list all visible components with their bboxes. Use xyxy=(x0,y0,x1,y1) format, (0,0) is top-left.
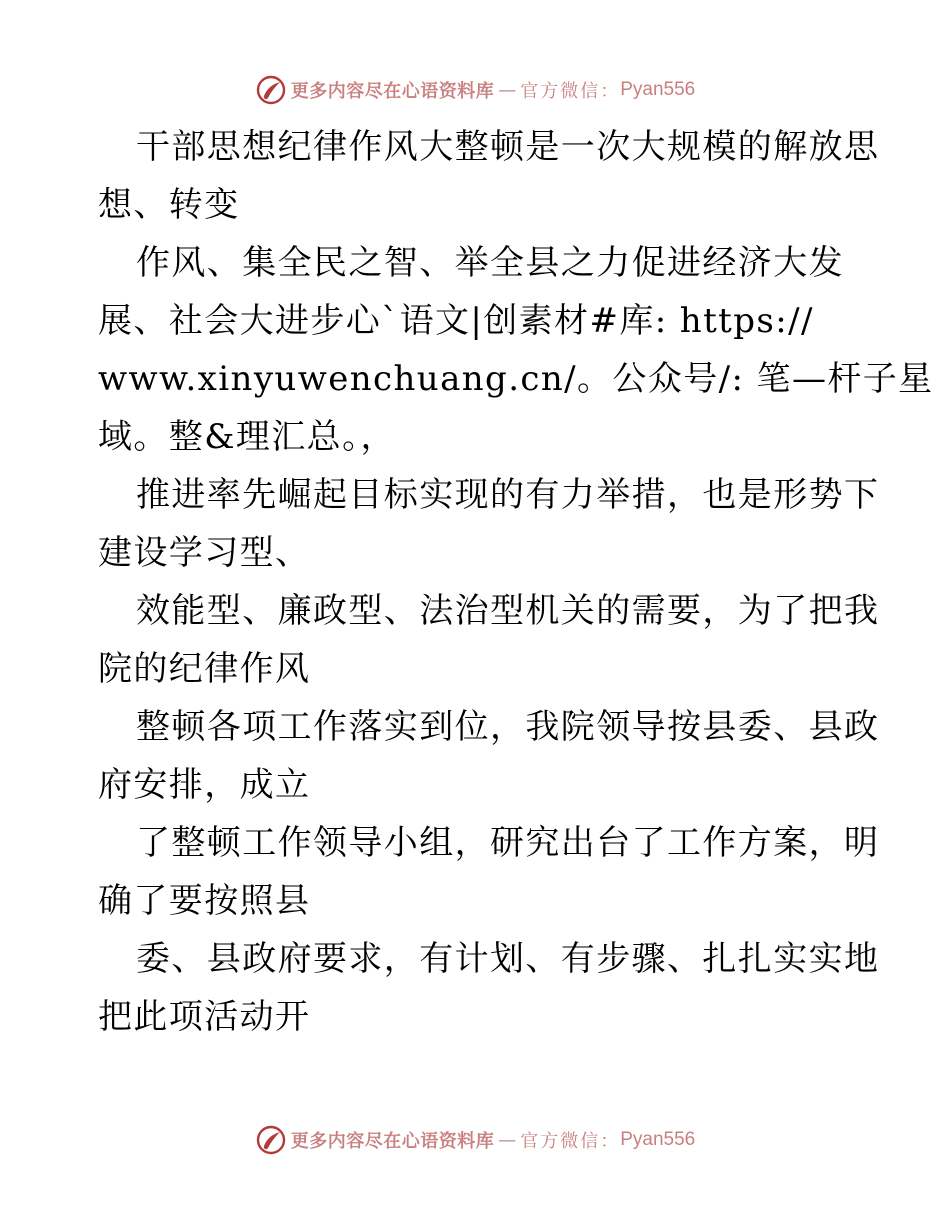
text-line: 干部思想纪律作风大整顿是一次大规模的解放思 xyxy=(136,127,880,167)
brand-logo-icon xyxy=(255,74,287,106)
header-promo-text: 更多内容尽在心语资料库 xyxy=(290,81,495,102)
text-line: 了整顿工作领导小组，研究出台了工作方案，明 xyxy=(136,823,880,863)
footer-wechat-id: Pyan556 xyxy=(620,1129,696,1150)
footer-banner xyxy=(0,1120,950,1160)
text-line: 建设学习型、 xyxy=(98,533,311,573)
text-line: 院的纪律作风 xyxy=(98,649,311,689)
header-wechat-id: Pyan556 xyxy=(620,79,696,100)
text-line: 域。整&理汇总。， xyxy=(98,417,396,457)
header-banner xyxy=(0,70,950,110)
header-wechat-label: 官方微信： xyxy=(520,81,621,102)
footer-promo-text: 更多内容尽在心语资料库 xyxy=(290,1131,495,1152)
text-line: 确了要按照县 xyxy=(98,881,311,921)
text-line: www.xinyuwenchuang.cn/。公众号/: 笔—杆子星 xyxy=(98,359,934,399)
text-line: 府安排，成立 xyxy=(98,765,311,805)
text-line: 想、转变 xyxy=(98,185,240,225)
document-body xyxy=(98,118,934,1046)
text-line: 推进率先崛起目标实现的有力举措，也是形势下 xyxy=(136,475,880,515)
footer-separator: — xyxy=(498,1129,517,1151)
footer-wechat-label: 官方微信： xyxy=(520,1131,621,1152)
header-separator: — xyxy=(498,79,517,101)
text-line: 委、县政府要求，有计划、有步骤、扎扎实实地 xyxy=(136,939,880,979)
brand-logo-icon xyxy=(255,1124,287,1156)
text-line: 作风、集全民之智、举全县之力促进经济大发 xyxy=(136,243,844,283)
text-line: 效能型、廉政型、法治型机关的需要，为了把我 xyxy=(136,591,880,631)
text-line: 整顿各项工作落实到位，我院领导按县委、县政 xyxy=(136,707,880,747)
text-line: 展、社会大进步心`语文|创素材#库: https:// xyxy=(98,301,814,341)
text-line: 把此项活动开 xyxy=(98,997,311,1037)
